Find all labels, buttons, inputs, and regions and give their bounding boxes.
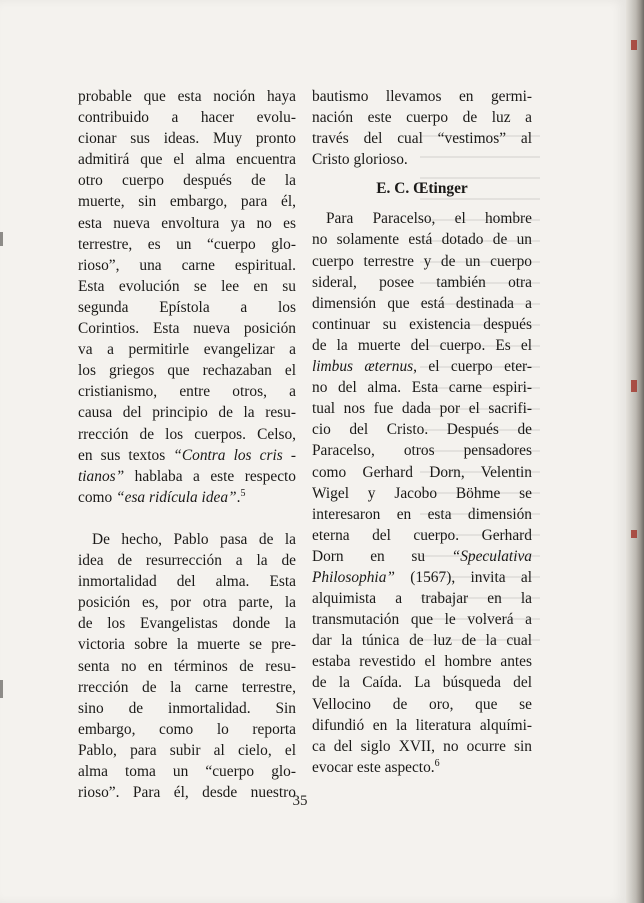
page-edge xyxy=(626,0,644,903)
text-line xyxy=(78,487,296,508)
text-line: difundió en la literatura alquími- xyxy=(312,716,532,734)
text-line: cuerpo terrestre y de un cuerpo xyxy=(312,252,532,270)
text-line: eterna del cuerpo. Gerhard xyxy=(312,526,532,544)
text-line xyxy=(78,466,296,487)
text-line: alma toma un “cuerpo glo- xyxy=(78,763,296,780)
text-line: estaba revestido el hombre antes xyxy=(312,653,532,671)
text-line: Esta evolución se lee en su xyxy=(78,277,296,295)
text-run: en sus textos xyxy=(78,446,174,464)
edge-mark xyxy=(631,380,637,392)
text-line: senta no en términos de resu- xyxy=(78,657,296,675)
text-line: terrestre, es un “cuerpo glo- xyxy=(78,235,296,253)
text-line: no solamente está dotado de un xyxy=(312,231,532,249)
text-line: sino de inmortalidad. Sin xyxy=(78,699,296,717)
text-line: cio del Cristo. Después de xyxy=(312,421,532,439)
text-line: Wigel y Jacobo Böhme se xyxy=(312,484,532,502)
text-line: esta nueva envoltura ya no es xyxy=(78,214,296,232)
page-number: 35 xyxy=(292,793,308,809)
text-line: Vellocino de oro, que se xyxy=(312,695,532,713)
text-run: como xyxy=(78,488,117,506)
text-line: segunda Epístola a los xyxy=(78,298,296,316)
text-line xyxy=(312,546,532,567)
italic-title: “Speculativa xyxy=(451,547,532,565)
right-paragraph-1 xyxy=(312,86,532,170)
text-line: causa del principio de la resu- xyxy=(78,404,296,422)
text-run: hablaba a este respecto xyxy=(124,467,296,485)
text-line: transmutación que le volverá a xyxy=(312,611,532,629)
left-paragraph-2 xyxy=(78,529,296,803)
text-run: , el cuerpo eter- xyxy=(413,358,532,376)
text-line: De hecho, Pablo pasa de la xyxy=(92,530,296,548)
text-line: los griegos que rechazaban el xyxy=(78,362,296,380)
text-line: tual nos fue dada por el sacrifi- xyxy=(312,400,532,418)
edge-mark xyxy=(631,40,637,50)
text-line: no del alma. Esta carne espiri- xyxy=(312,379,532,397)
text-line: Para Paracelso, el hombre xyxy=(326,210,532,228)
italic-title: tianos” xyxy=(78,467,125,485)
text-line xyxy=(312,567,532,588)
text-line: idea de resurrección a la de xyxy=(78,552,296,570)
text-line: de la Caída. La búsqueda del xyxy=(312,674,532,692)
text-line: admitirá que el alma encuentra xyxy=(78,151,296,169)
text-line: ca del siglo XVII, no ocurre sin xyxy=(312,737,532,755)
text-line xyxy=(312,757,532,778)
text-line: de la muerte del cuerpo. Es el xyxy=(312,336,532,354)
text-run: evocar este aspecto. xyxy=(312,758,435,776)
footnote-ref-5: 5 xyxy=(240,487,246,499)
italic-quote: “esa ridícula idea” xyxy=(116,488,237,506)
text-line: muerte, sin embargo, para él, xyxy=(78,193,296,211)
right-column xyxy=(312,86,532,778)
text-line: bautismo llevamos en germi- xyxy=(312,88,532,105)
text-line: cionar sus ideas. Muy pronto xyxy=(78,130,296,148)
text-line: rioso”, una carne espiritual. xyxy=(78,256,296,274)
text-line: alquimista a trabajar en la xyxy=(312,590,532,608)
text-run: . xyxy=(236,488,241,506)
text-line: interesaron en esta dimensión xyxy=(312,505,532,523)
text-line: como Gerhard Dorn, Velentin xyxy=(312,463,532,481)
text-run: (1567), invita al xyxy=(394,568,532,586)
text-line: continuar su existencia después xyxy=(312,315,532,333)
text-line xyxy=(312,356,532,377)
italic-title: “Contra los cris - xyxy=(173,446,296,464)
text-line: sideral, posee también otra xyxy=(312,273,532,291)
edge-mark xyxy=(631,530,637,538)
italic-title: Philosophia” xyxy=(312,568,395,586)
text-line: cristianismo, entre otros, a xyxy=(78,383,296,401)
footnote-ref-6: 6 xyxy=(434,757,440,769)
text-line: dimensión que está destinada a xyxy=(312,294,532,312)
left-paragraph-1 xyxy=(78,86,296,508)
text-line: rrección de los cuerpos. Celso, xyxy=(78,425,296,443)
text-run: Dorn en su xyxy=(312,547,452,565)
text-line: victoria sobre la muerte se pre- xyxy=(78,636,296,654)
section-heading: E. C. Œtinger xyxy=(376,180,468,198)
text-line: de los Evangelistas donde la xyxy=(78,615,296,633)
text-line: inmortalidad del alma. Esta xyxy=(78,573,296,591)
paragraph-gap xyxy=(78,508,296,529)
text-line: Corintios. Esta nueva posición xyxy=(78,320,296,338)
text-line: Paracelso, otros pensadores xyxy=(312,442,532,460)
text-line: nación este cuerpo de luz a xyxy=(312,109,532,127)
left-column xyxy=(78,86,296,803)
text-line: probable que esta noción haya xyxy=(78,88,296,105)
text-line: posición es, por otra parte, la xyxy=(78,594,296,612)
text-line: rioso”. Para él, desde nuestro xyxy=(78,784,296,802)
text-line: Cristo glorioso. xyxy=(312,151,408,169)
text-line: va a permitirle evangelizar a xyxy=(78,341,296,359)
scan-artifact xyxy=(0,680,3,698)
text-line: Pablo, para subir al cielo, el xyxy=(78,741,296,759)
text-line: través del cual “vestimos” al xyxy=(312,130,532,148)
right-paragraph-2 xyxy=(312,208,532,778)
text-line: otro cuerpo después de la xyxy=(78,172,296,190)
scan-artifact xyxy=(0,232,3,246)
text-line: embargo, como lo reporta xyxy=(78,720,296,738)
text-line: dar la túnica de luz de la cual xyxy=(312,632,532,650)
text-line: contribuido a hacer evolu- xyxy=(78,109,296,127)
text-line xyxy=(78,445,296,466)
italic-latin-term: limbus æternus xyxy=(312,358,414,376)
text-line: rrección de la carne terrestre, xyxy=(78,678,296,696)
